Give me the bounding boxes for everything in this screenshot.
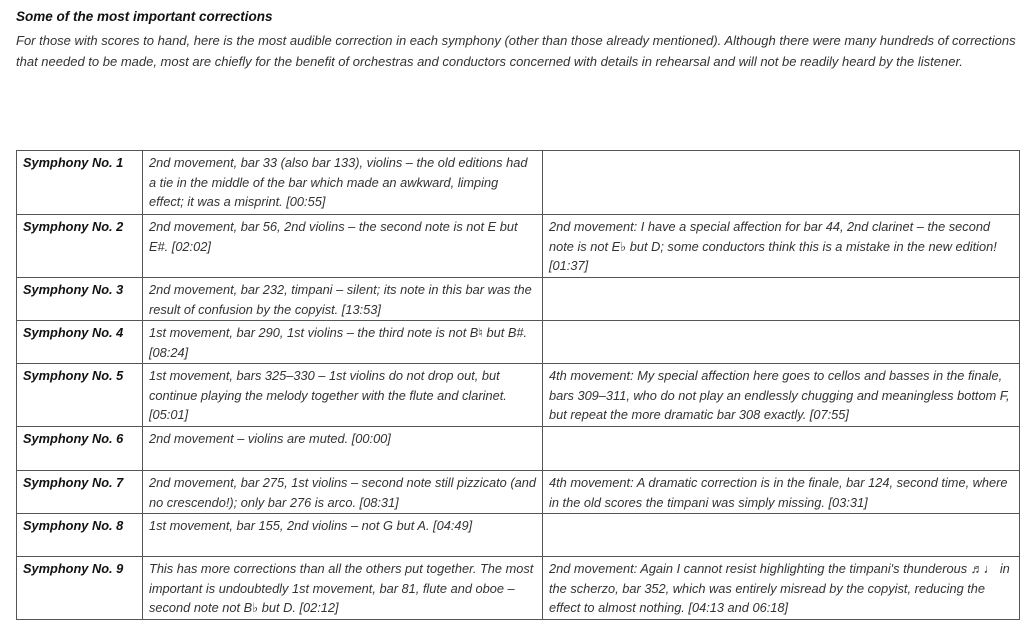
- main-correction: 1st movement, bars 325–330 – 1st violins do not drop out, but continue playing the melody together with the flute and clarinet. [05:01]: [143, 364, 543, 427]
- main-correction: 2nd movement, bar 33 (also bar 133), violins – the old editions had a tie in the middle of the bar which made an awkward, limping effect; it was a misprint. [00:55]: [143, 151, 543, 215]
- main-correction: This has more corrections than all the others put together. The most important is undoubtedly 1st movement, bar 81, flute and oboe – second note not B♭ but D. [02:12]: [143, 557, 543, 620]
- additional-correction: 2nd movement: Again I cannot resist highlighting the timpani's thunderous ♬♩ in the scherzo, bar 352, which was entirely misread by the copyist, reducing the effect to almost nothing. [04:13 and 06:18]: [543, 557, 1020, 620]
- table-row: [17, 278, 1020, 321]
- table-row: [17, 364, 1020, 427]
- additional-correction: 4th movement: A dramatic correction is in the finale, bar 124, second time, where in the old scores the timpani was simply missing. [03:31]: [543, 471, 1020, 514]
- additional-correction: [543, 278, 1020, 321]
- main-correction: 2nd movement, bar 275, 1st violins – second note still pizzicato (and no crescendo!); only bar 276 is arco. [08:31]: [143, 471, 543, 514]
- additional-correction: [543, 321, 1020, 364]
- table-row: [17, 427, 1020, 471]
- additional-correction: 2nd movement: I have a special affection for bar 44, 2nd clarinet – the second note is not E♭ but D; some conductors think this is a mistake in the new edition! [01:37]: [543, 215, 1020, 278]
- symphony-label: Symphony No. 7: [17, 471, 143, 514]
- corrections-table: [16, 150, 1020, 620]
- section-heading: Some of the most important corrections: [16, 9, 273, 24]
- symphony-label: Symphony No. 6: [17, 427, 143, 471]
- additional-correction: 4th movement: My special affection here goes to cellos and basses in the finale, bars 309–311, who do not play an endlessly chugging and meaningless bottom F, but repeat the more dramatic bar 308 exactly. [07:55]: [543, 364, 1020, 427]
- additional-correction: [543, 427, 1020, 471]
- symphony-label: Symphony No. 4: [17, 321, 143, 364]
- main-correction: 1st movement, bar 155, 2nd violins – not G but A. [04:49]: [143, 514, 543, 557]
- symphony-label: Symphony No. 8: [17, 514, 143, 557]
- main-correction: 2nd movement, bar 232, timpani – silent; its note in this bar was the result of confusion by the copyist. [13:53]: [143, 278, 543, 321]
- main-correction: 2nd movement – violins are muted. [00:00]: [143, 427, 543, 471]
- symphony-label: Symphony No. 1: [17, 151, 143, 215]
- main-correction: 2nd movement, bar 56, 2nd violins – the second note is not E but E#. [02:02]: [143, 215, 543, 278]
- table-row: [17, 514, 1020, 557]
- symphony-label: Symphony No. 3: [17, 278, 143, 321]
- symphony-label: Symphony No. 5: [17, 364, 143, 427]
- main-correction: 1st movement, bar 290, 1st violins – the third note is not B♮ but B#. [08:24]: [143, 321, 543, 364]
- table-row: [17, 471, 1020, 514]
- table-row: [17, 321, 1020, 364]
- symphony-label: Symphony No. 2: [17, 215, 143, 278]
- symphony-label: Symphony No. 9: [17, 557, 143, 620]
- intro-section: [16, 8, 1022, 72]
- intro-paragraph: For those with scores to hand, here is the most audible correction in each symphony (other than those already mentioned). Although there were many hundreds of corrections that needed to be made, most are chiefly for the benefit of orchestras and conductors concerned with details in rehearsal and will not be readily heard by the listener.: [16, 33, 1016, 69]
- additional-correction: [543, 514, 1020, 557]
- table-row: [17, 215, 1020, 278]
- table-row: [17, 151, 1020, 215]
- table-row: [17, 557, 1020, 620]
- additional-correction: [543, 151, 1020, 215]
